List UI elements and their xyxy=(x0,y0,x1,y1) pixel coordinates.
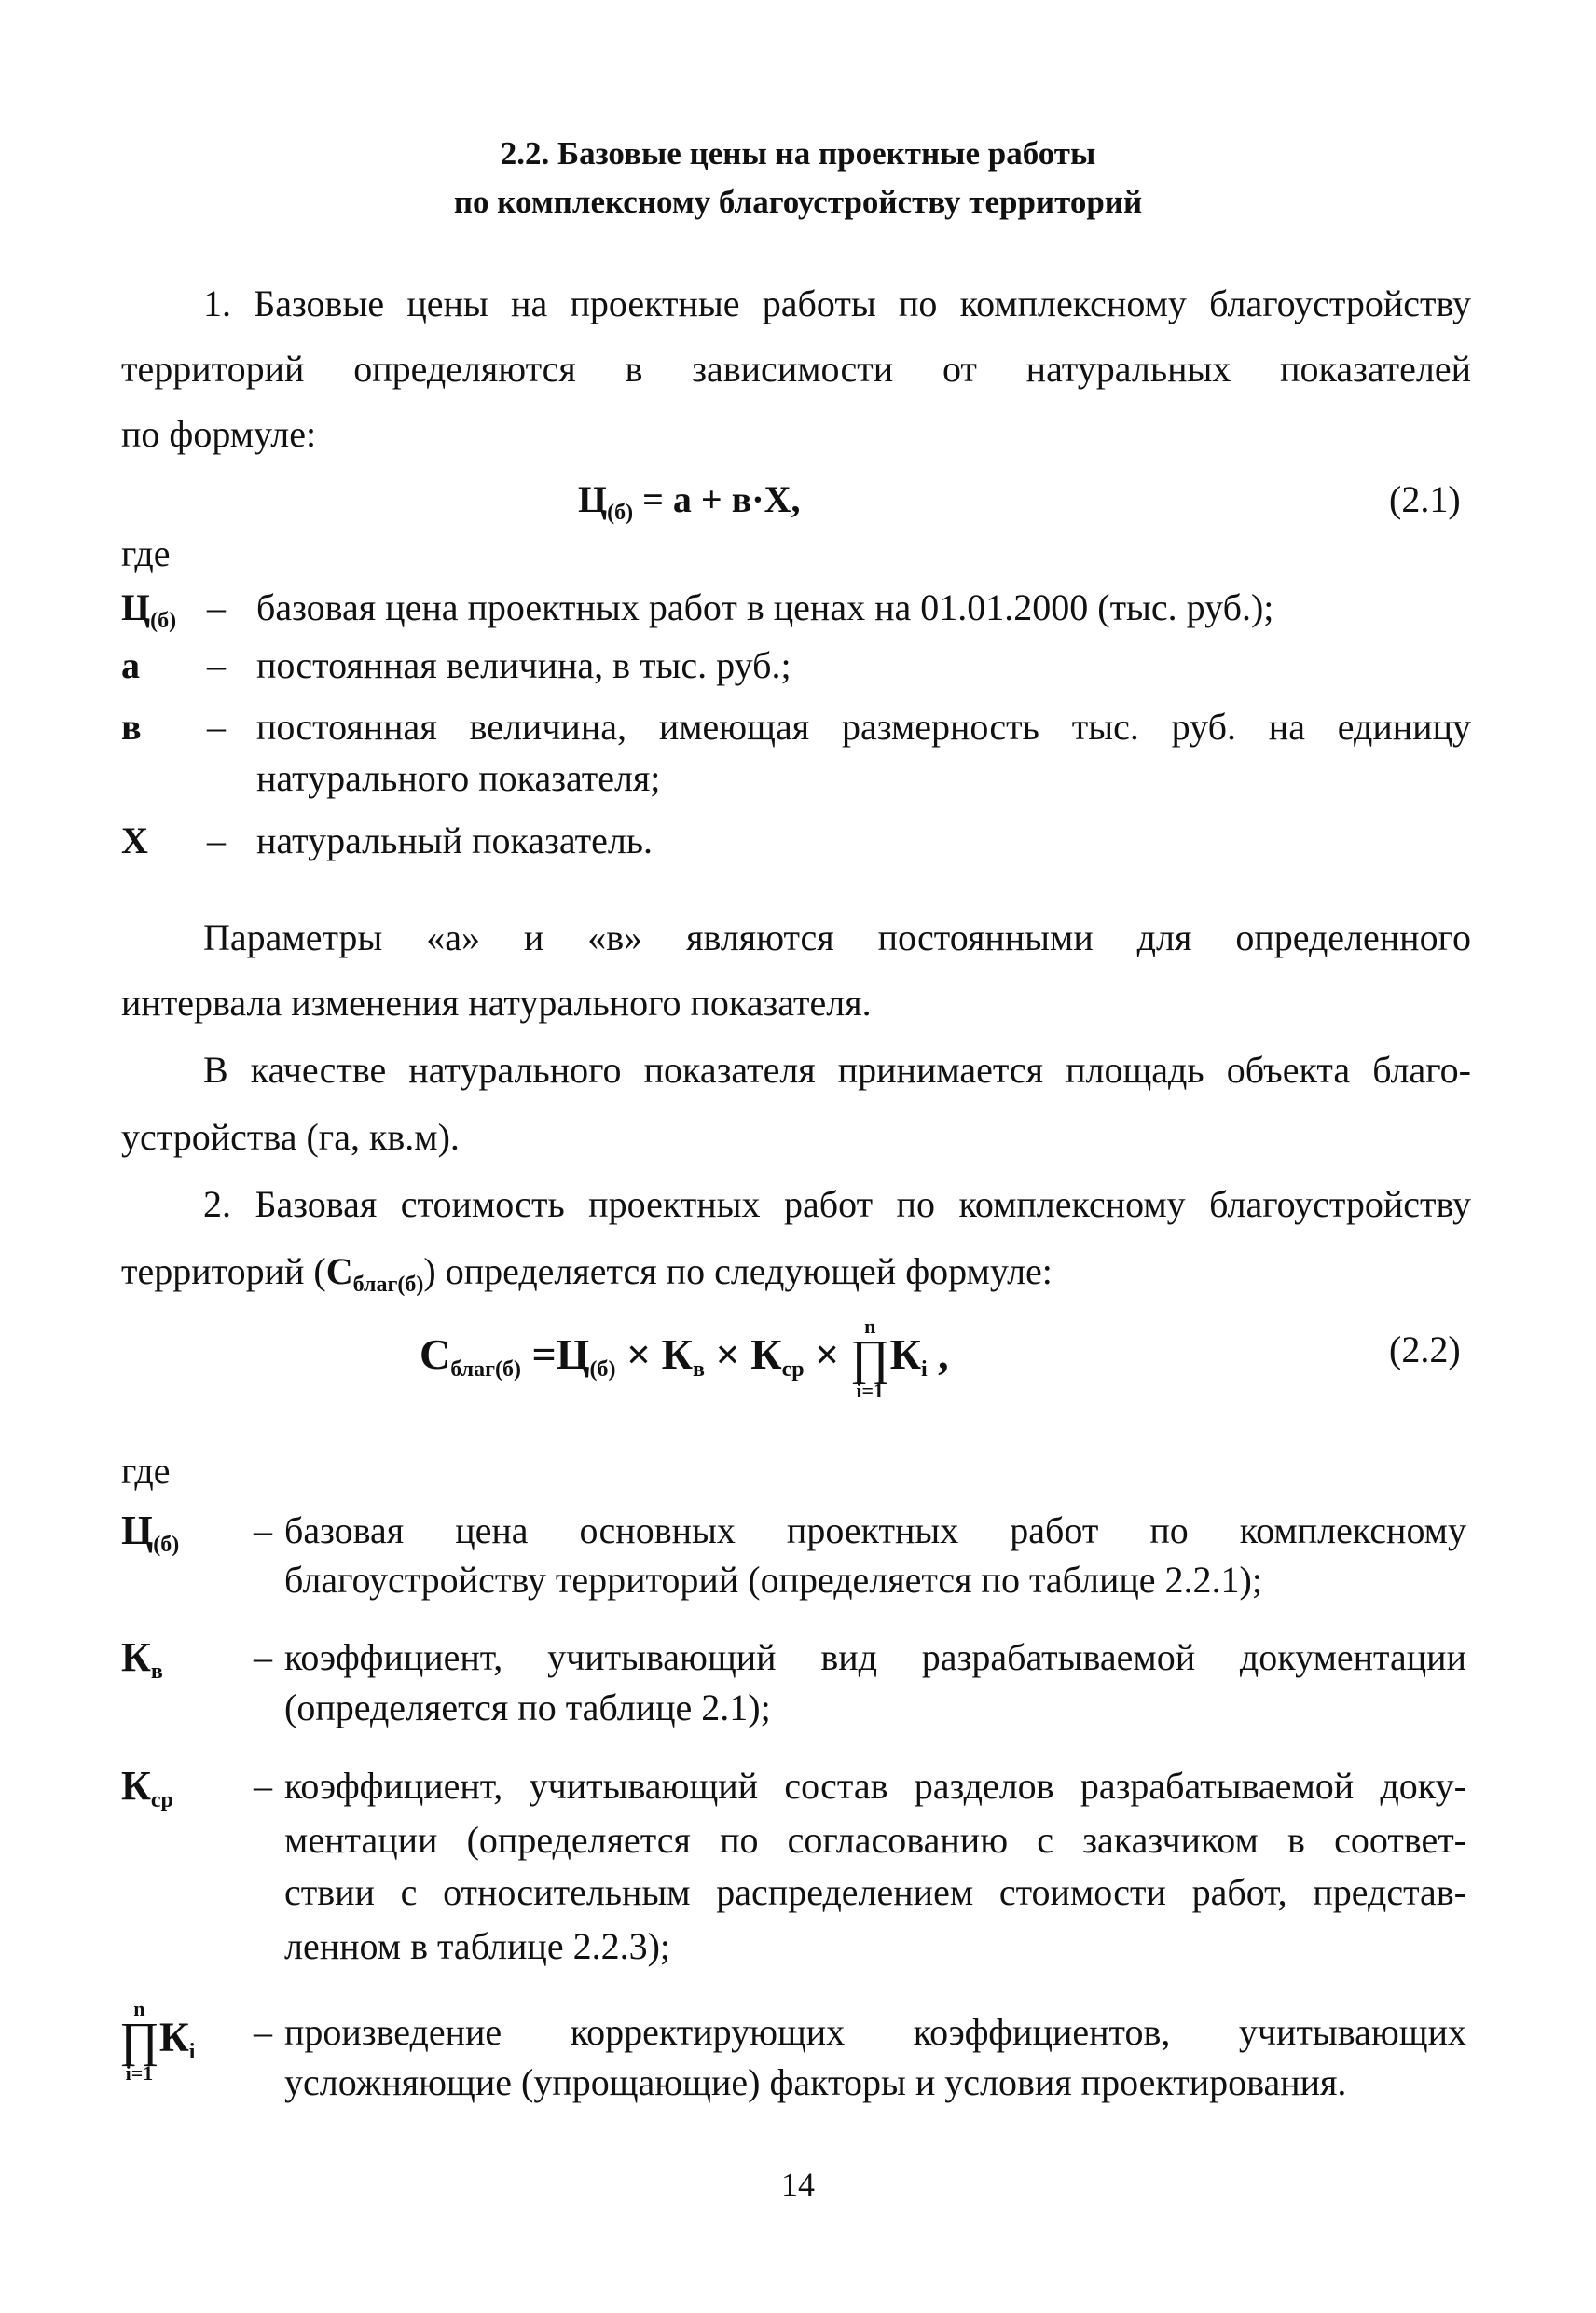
where-label-1: где xyxy=(121,532,171,574)
formula-2-1-lhs-sub: (б) xyxy=(607,501,634,525)
definition-symbol: n ∏ i=1 Кi xyxy=(119,1997,196,2085)
section-title-line2: по комплексному благоустройству территорий xyxy=(453,184,1143,220)
definition-text: постоянная величина, в тыс. руб.; xyxy=(256,644,791,686)
definition-symbol: а xyxy=(121,644,140,686)
page-number: 14 xyxy=(781,2166,815,2203)
paragraph-1-line3: по формуле: xyxy=(121,413,317,455)
formula-2-1-lhs: Ц xyxy=(578,478,608,520)
formula-2-1-rhs: = а + в·Х, xyxy=(633,478,801,520)
definition-text: произведение корректирующих коэффициентов, учитывающих xyxy=(284,2011,1466,2053)
definition-symbol: Х xyxy=(121,819,148,861)
paragraph-2-line2: интервала изменения натурального показателя. xyxy=(121,982,872,1024)
definition-text: коэффициент, учитывающий состав разделов разрабатываемой доку- xyxy=(284,1765,1466,1807)
definition-dash: – xyxy=(254,1636,272,1678)
definition-dash: – xyxy=(254,1509,272,1551)
definition-text: усложняющие (упрощающие) факторы и условия проектирования. xyxy=(284,2061,1347,2103)
paragraph-4-line1: 2. Базовая стоимость проектных работ по комплексному благоустройству xyxy=(203,1183,1471,1225)
definition-text: ствии с относительным распределением стоимости работ, представ- xyxy=(284,1871,1466,1913)
definition-text: базовая цена основных проектных работ по комплексному xyxy=(284,1509,1466,1551)
paragraph-1-line1: 1. Базовые цены на проектные работы по комплексному благоустройству xyxy=(203,282,1471,324)
definition-dash: – xyxy=(254,1765,272,1807)
definition-symbol: Кв xyxy=(121,1634,163,1684)
definition-text: коэффициент, учитывающий вид разрабатываемой документации xyxy=(284,1636,1466,1678)
paragraph-3-line2: устройства (га, кв.м). xyxy=(121,1116,460,1158)
definition-text: ленном в таблице 2.2.3); xyxy=(284,1925,671,1967)
definition-text: постоянная величина, имеющая размерность тыс. руб. на единицу xyxy=(256,706,1471,748)
paragraph-3-line1: В качестве натурального показателя принимается площадь объекта благо- xyxy=(203,1049,1471,1091)
formula-2-1 xyxy=(578,472,801,533)
definition-text: благоустройству территорий (определяется по таблице 2.2.1); xyxy=(284,1559,1262,1601)
definition-dash: – xyxy=(207,644,226,686)
definition-dash: – xyxy=(207,819,226,861)
where-label-2: где xyxy=(121,1450,171,1492)
definition-dash: – xyxy=(207,586,226,628)
paragraph-1-line2: территорий определяются в зависимости от натуральных показателей xyxy=(121,348,1471,390)
definition-symbol: Ц(б) xyxy=(121,1508,180,1557)
equation-number-2-1: (2.1) xyxy=(1389,478,1461,520)
equation-number-2-2: (2.2) xyxy=(1389,1329,1461,1370)
product-operator: n ∏ i=1 xyxy=(119,1997,159,2085)
formula-2-2: Сблаг(б) =Ц(б) × Кв × Кср × n ∏ i=1 Кi , xyxy=(420,1315,949,1402)
definition-dash: – xyxy=(254,2011,272,2053)
definition-text: базовая цена проектных работ в ценах на 01.01.2000 (тыс. руб.); xyxy=(256,586,1274,628)
definition-symbol: в xyxy=(121,706,142,748)
product-operator: n ∏ i=1 xyxy=(849,1315,890,1402)
definition-text: (определяется по таблице 2.1); xyxy=(284,1687,771,1728)
section-title-line1: 2.2. Базовые цены на проектные работы xyxy=(500,135,1096,172)
definition-text: натуральный показатель. xyxy=(256,819,654,861)
definition-text: натурального показателя; xyxy=(256,757,661,799)
definition-symbol: $Ц_{(б)}$ xyxy=(121,586,177,633)
definition-text: ментации (определяется по согласованию с заказчиком в соответ- xyxy=(284,1819,1466,1861)
definition-dash: – xyxy=(207,706,226,748)
paragraph-4-line2: территорий $(С_{благ(б)})$ определяется по следующей формуле: xyxy=(121,1250,1053,1297)
definition-symbol: Кср xyxy=(121,1763,173,1812)
paragraph-2-line1: Параметры «а» и «в» являются постоянными для определенного xyxy=(203,916,1471,958)
